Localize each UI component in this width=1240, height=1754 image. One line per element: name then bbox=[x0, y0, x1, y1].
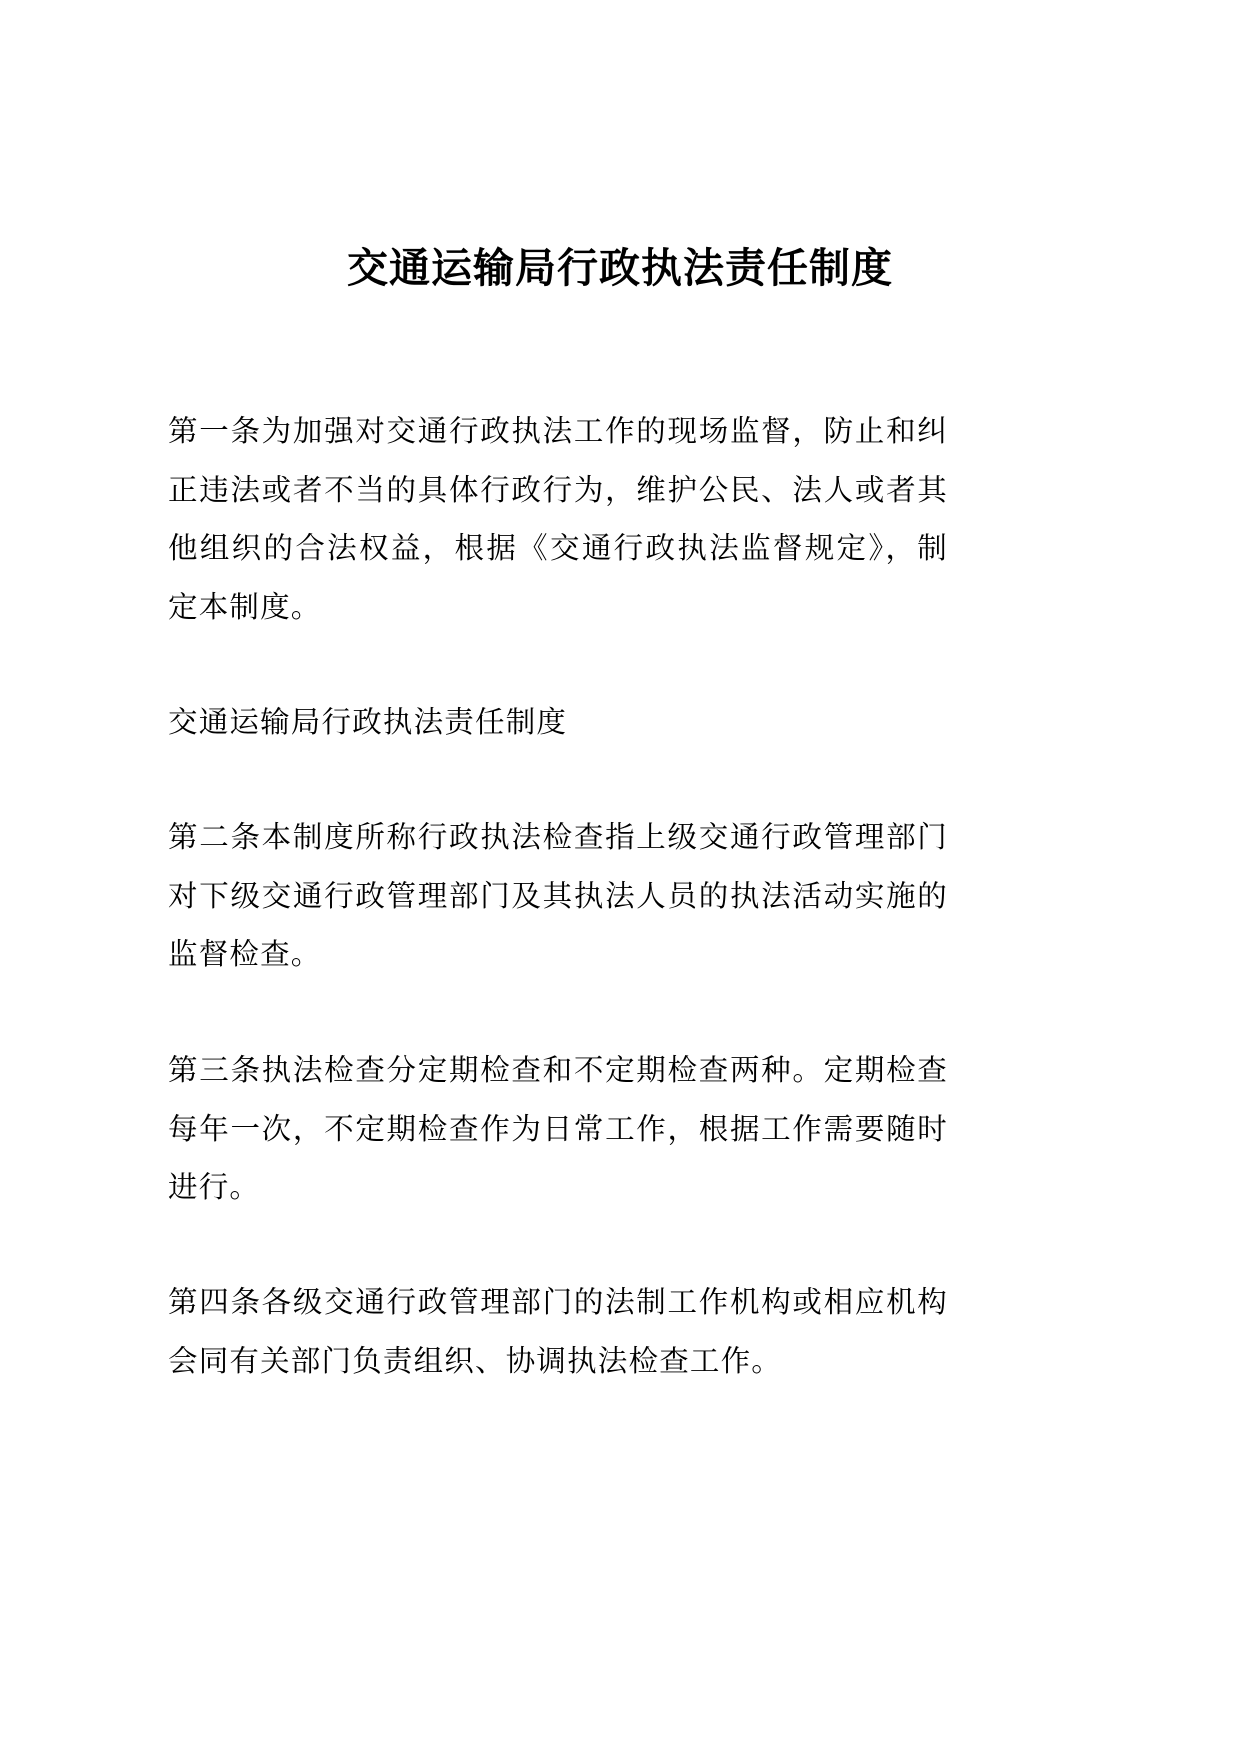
paragraph-subheading: 交通运输局行政执法责任制度 bbox=[168, 705, 568, 739]
paragraph-article-1: 第一条为加强对交通行政执法工作的现场监督，防止和纠正违法或者不当的具体行政行为，维护公民、法人或者其他组织的合法权益，根据《交通行政执法监督规定》，制定本制度。 bbox=[168, 414, 948, 624]
document-title: 交通运输局行政执法责任制度 bbox=[347, 244, 893, 292]
paragraph-article-3: 第三条执法检查分定期检查和不定期检查两种。定期检查每年一次，不定期检查作为日常工作，根据工作需要随时进行。 bbox=[168, 1053, 948, 1204]
paragraph-article-2: 第二条本制度所称行政执法检查指上级交通行政管理部门对下级交通行政管理部门及其执法人员的执法活动实施的监督检查。 bbox=[168, 820, 948, 971]
paragraph-article-4: 第四条各级交通行政管理部门的法制工作机构或相应机构会同有关部门负责组织、协调执法检查工作。 bbox=[168, 1285, 948, 1378]
